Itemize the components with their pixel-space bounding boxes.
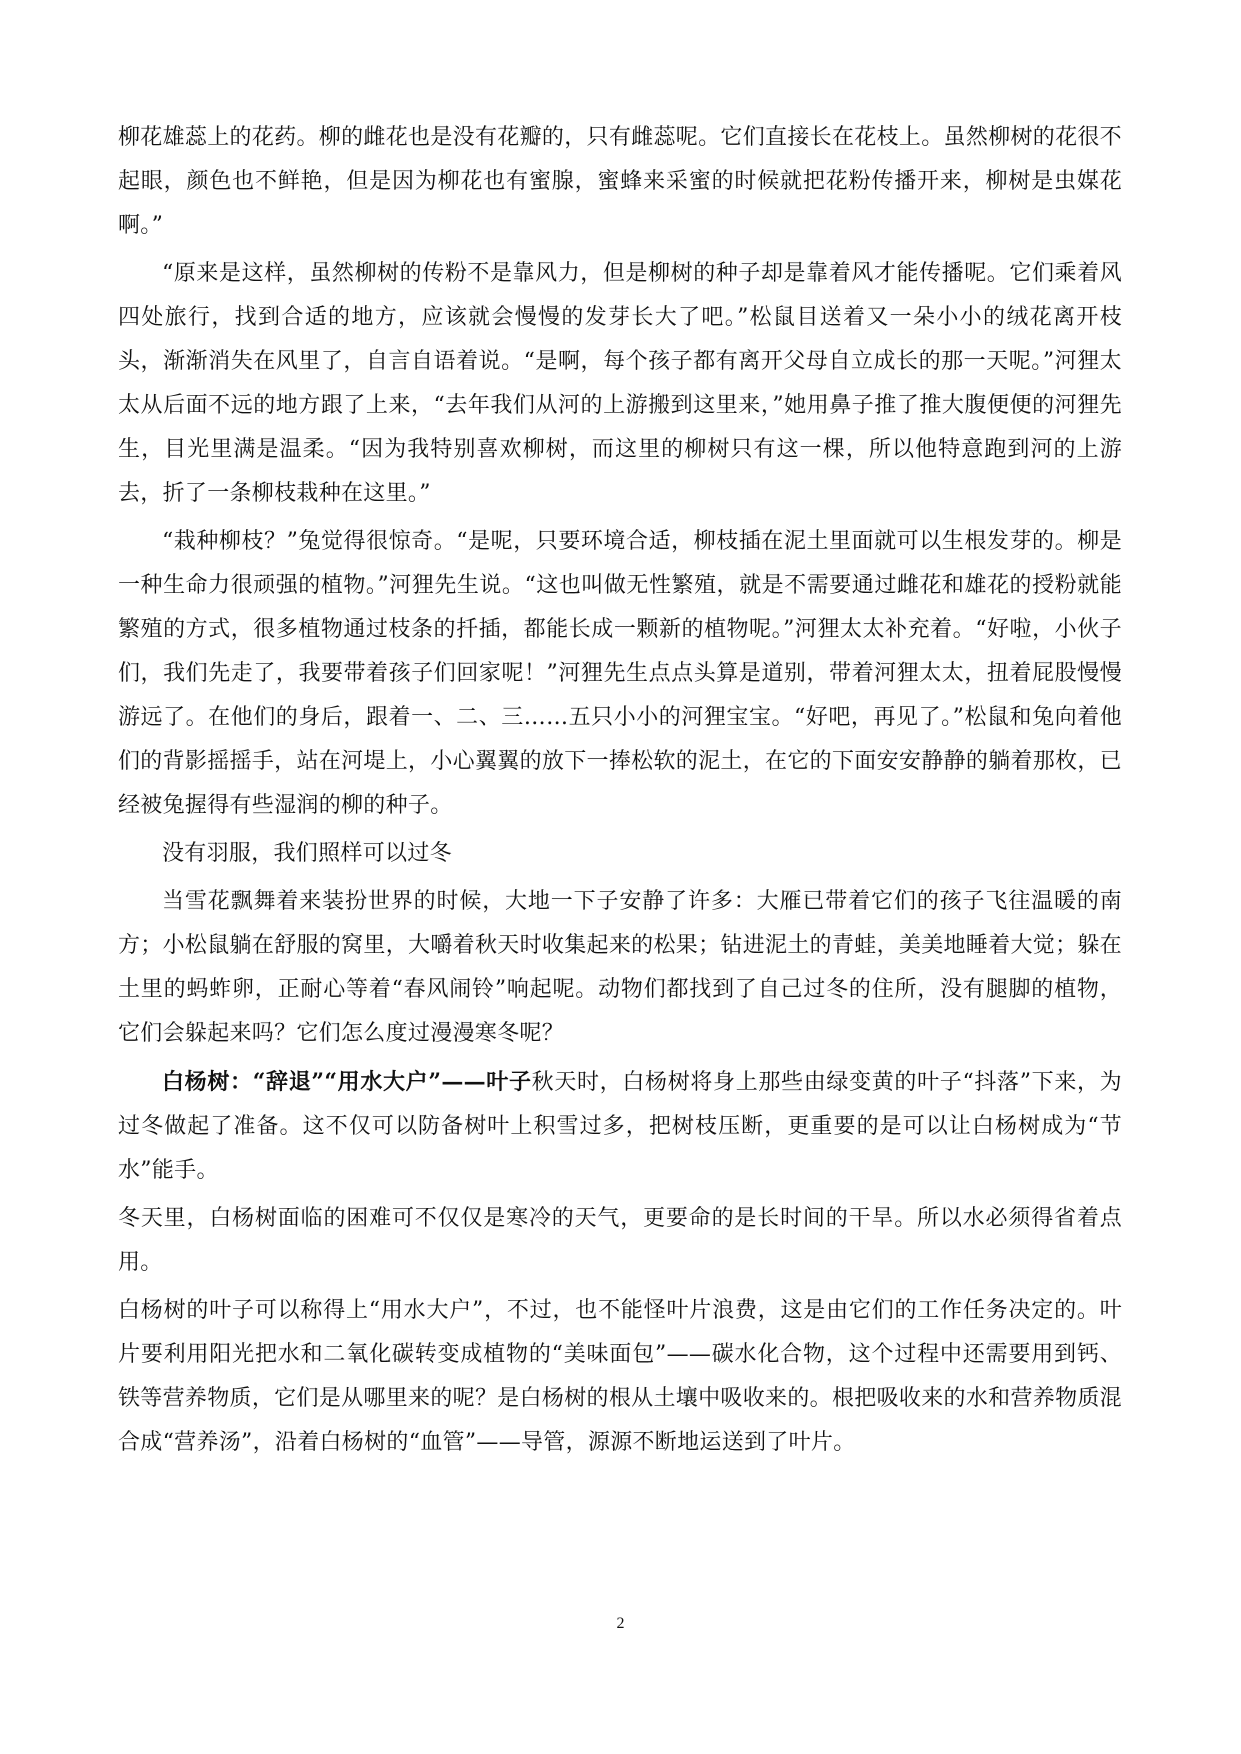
paragraph-4: 当雪花飘舞着来装扮世界的时候，大地一下子安静了许多：大雁已带着它们的孩子飞往温暖的南方；小松鼠躺在舒服的窝里，大嚼着秋天时收集起来的松果；钻进泥土的青蛙，美美地睡着大觉；躲在土里的蚂蚱卵，正耐心等着“春风闹铃”响起呢。动物们都找到了自己过冬的住所，没有腿脚的植物，它们会躲起来吗？它们怎么度过漫漫寒冬呢？ bbox=[118, 889, 1122, 1046]
paragraph-6: 冬天里，白杨树面临的困难可不仅仅是寒冷的天气，更要命的是长时间的干旱。所以水必须得省着点用。 bbox=[118, 1206, 1122, 1275]
page-number: 2 bbox=[616, 1615, 625, 1632]
paragraph-7: 白杨树的叶子可以称得上“用水大户”，不过，也不能怪叶片浪费，这是由它们的工作任务决定的。叶片要利用阳光把水和二氧化碳转变成植物的“美味面包”——碳水化合物，这个过程中还需要用到钙、铁等营养物质，它们是从哪里来的呢？是白杨树的根从土壤中吸收来的。根把吸收来的水和营养物质混合成“营养汤”，沿着白杨树的“血管”——导管，源源不断地运送到了叶片。 bbox=[118, 1298, 1122, 1455]
paragraph-2: “原来是这样，虽然柳树的传粉不是靠风力，但是柳树的种子却是靠着风才能传播呢。它们乘着风四处旅行，找到合适的地方，应该就会慢慢的发芽长大了吧。”松鼠目送着又一朵小小的绒花离开枝头，渐渐消失在风里了，自言自语着说。“是啊，每个孩子都有离开父母自立成长的那一天呢。”河狸太太从后面不远的地方跟了上来，“去年我们从河的上游搬到这里来，”她用鼻子推了推大腹便便的河狸先生，目光里满是温柔。“因为我特别喜欢柳树，而这里的柳树只有这一棵，所以他特意跑到河的上游去，折了一条柳枝栽种在这里。” bbox=[118, 261, 1122, 506]
section-title: 没有羽服，我们照样可以过冬 bbox=[162, 841, 452, 866]
inline-body: 秋天时，白杨树将身上那些由绿变黄的叶子“抖落”下来，为过冬做起了准备。这不仅可以防备树叶上积雪过多，把树枝压断，更重要的是可以让白杨树成为“节水”能手。 bbox=[118, 1070, 1122, 1183]
document-body bbox=[118, 116, 1122, 1469]
inline-heading: 白杨树：“辞退”“用水大户”——叶子 bbox=[162, 1069, 532, 1095]
paragraph-1: 柳花雄蕊上的花药。柳的雌花也是没有花瓣的，只有雌蕊呢。它们直接长在花枝上。虽然柳树的花很不起眼，颜色也不鲜艳，但是因为柳花也有蜜腺，蜜蜂来采蜜的时候就把花粉传播开来，柳树是虫媒花啊。” bbox=[118, 125, 1122, 238]
paragraph-3: “栽种柳枝？”兔觉得很惊奇。“是呢，只要环境合适，柳枝插在泥土里面就可以生根发芽的。柳是一种生命力很顽强的植物。”河狸先生说。“这也叫做无性繁殖，就是不需要通过雌花和雄花的授粉就能繁殖的方式，很多植物通过枝条的扦插，都能长成一颗新的植物呢。”河狸太太补充着。“好啦，小伙子们，我们先走了，我要带着孩子们回家呢！”河狸先生点点头算是道别，带着河狸太太，扭着屁股慢慢游远了。在他们的身后，跟着一、二、三……五只小小的河狸宝宝。“好吧，再见了。”松鼠和兔向着他们的背影摇摇手，站在河堤上，小心翼翼的放下一捧松软的泥土，在它的下面安安静静的躺着那枚，已经被兔握得有些湿润的柳的种子。 bbox=[118, 529, 1123, 818]
paragraph-5 bbox=[118, 1060, 1122, 1193]
